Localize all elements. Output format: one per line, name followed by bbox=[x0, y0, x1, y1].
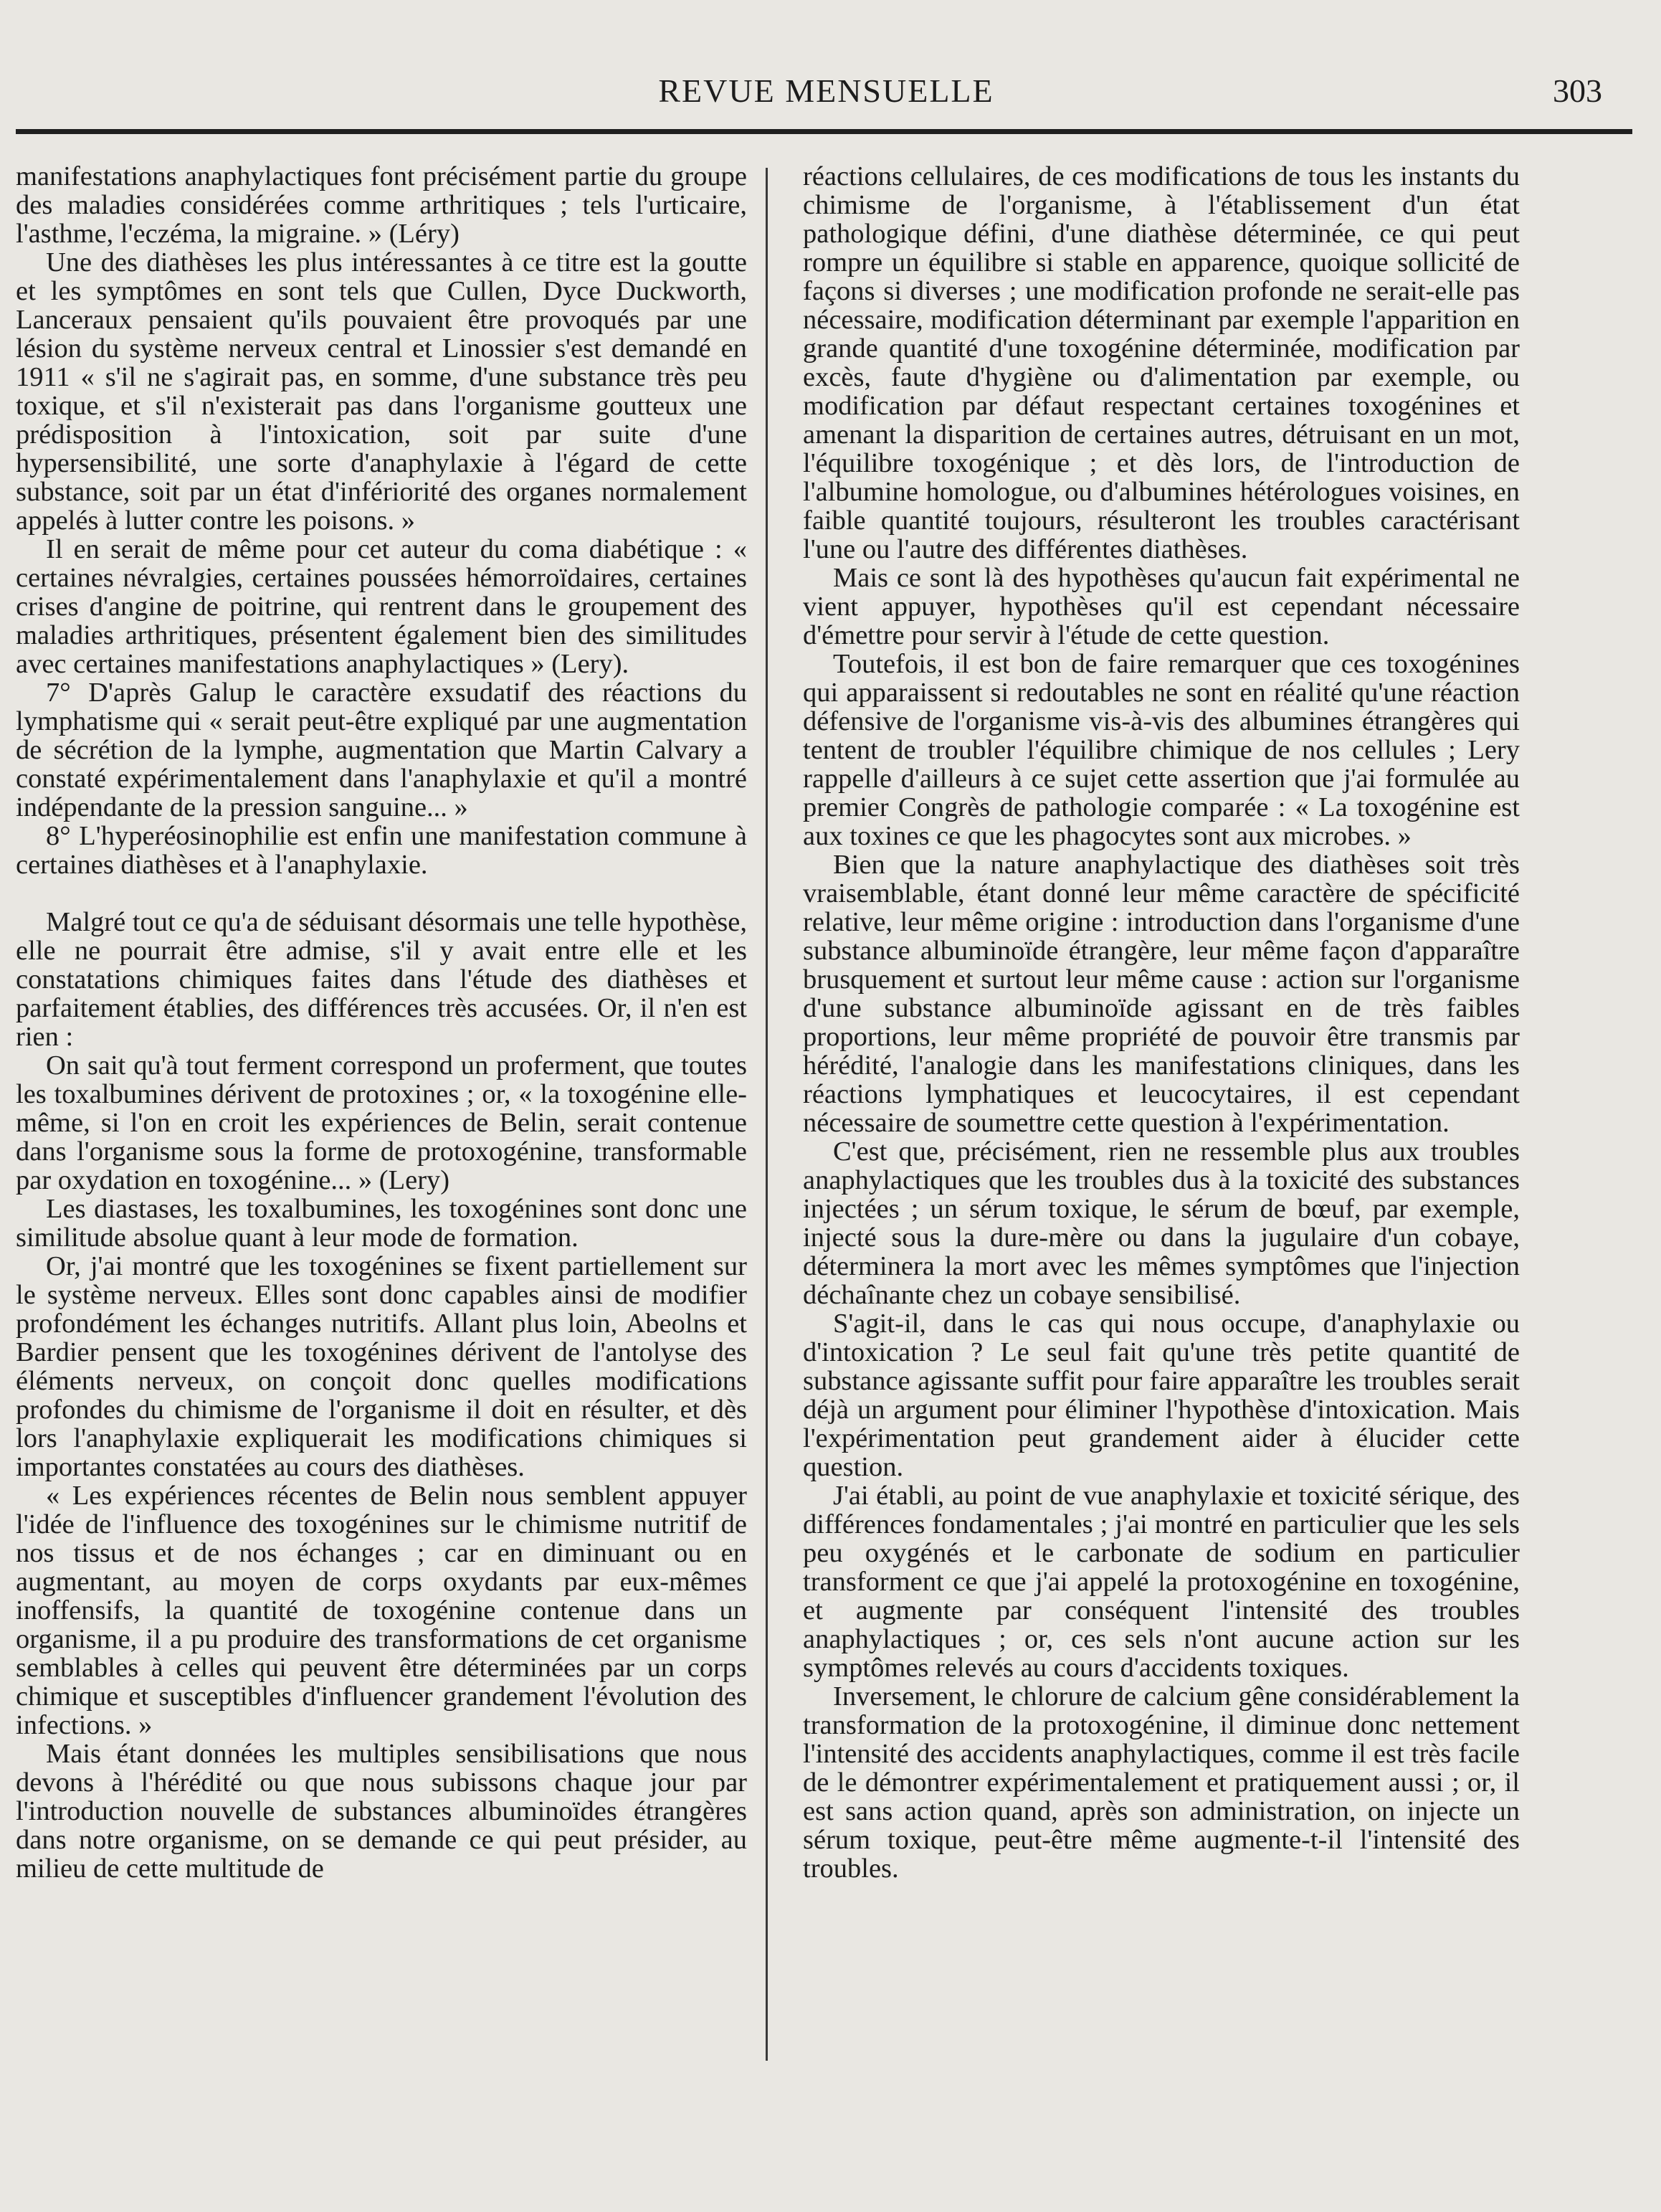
paragraph: Toutefois, il est bon de faire remarquer que ces toxogénines qui apparaissent si redoutables ne sont en réalité qu'une réaction défensive de l'organisme vis-à-vis des albumines étrangères qui tentent de troubler l'équilibre chimique de nos cellules ; Lery rappelle d'ailleurs à ce sujet cette assertion que j'ai formulée au premier Congrès de pathologie comparée : « La toxogénine est aux toxines ce que les phagocytes sont aux microbes. » bbox=[803, 649, 1520, 851]
paragraph: Mais ce sont là des hypothèses qu'aucun fait expérimental ne vient appuyer, hypothèses qu'il est cependant nécessaire d'émettre pour servir à l'étude de cette question. bbox=[803, 563, 1520, 650]
page-number: 303 bbox=[1553, 72, 1602, 109]
paragraph: manifestations anaphylactiques font précisément partie du groupe des maladies considérées comme arthritiques ; tels l'urticaire, l'asthme, l'eczéma, la migraine. » (Léry) bbox=[16, 162, 747, 249]
paragraph: C'est que, précisément, rien ne ressemble plus aux troubles anaphylactiques que les troubles dus à la toxicité des substances injectées ; un sérum toxique, le sérum de bœuf, par exemple, injecté sous la dure-mère ou dans la jugulaire d'un cobaye, déterminera la mort avec les mêmes symptômes que l'injection déchaînante chez un cobaye sensibilisé. bbox=[803, 1136, 1520, 1310]
paragraph: On sait qu'à tout ferment correspond un proferment, que toutes les toxalbumines dérivent de protoxines ; or, « la toxogénine elle-même, si l'on en croit les expériences de Belin, serait contenue dans l'organisme sous la forme de protoxogénine, transformable par oxydation en toxogénine... » (Lery) bbox=[16, 1050, 747, 1195]
paragraph: réactions cellulaires, de ces modifications de tous les instants du chimisme de l'organisme, à l'établissement d'un état pathologique défini, d'une diathèse déterminée, ce qui peut rompre un équilibre si stable en apparence, quoique sollicité de façons si diverses ; une modification profonde ne serait-elle pas nécessaire, modification déterminant par exemple l'apparition en grande quantité d'une toxogénine déterminée, modification par excès, faute d'hygiène ou d'alimentation par exemple, ou modification par défaut respectant certaines toxogénines et amenant la disparition de certaines autres, détruisant en un mot, l'équilibre toxogénique ; et dès lors, de l'introduction de l'albumine homologue, ou d'albumines hétérologues voisines, en faible quantité toujours, résulteront les troubles caractérisant l'une ou l'autre des différentes diathèses. bbox=[803, 162, 1520, 564]
paragraph: Une des diathèses les plus intéressantes à ce titre est la goutte et les symptômes en sont tels que Cullen, Dyce Duckworth, Lanceraux pensaient qu'ils pouvaient être provoqués par une lésion du système nerveux central et Linossier s'est demandé en 1911 « s'il ne s'agirait pas, en somme, d'une substance très peu toxique, et s'il n'existerait pas dans l'organisme goutteux une prédisposition à l'intoxication, soit par suite d'une hypersensibilité, une sorte d'anaphylaxie à l'égard de cette substance, soit par un état d'infériorité des organes normalement appelés à lutter contre les poisons. » bbox=[16, 247, 747, 536]
paragraph: Inversement, le chlorure de calcium gêne considérablement la transformation de la protoxogénine, il diminue donc nettement l'intensité des accidents anaphylactiques, comme il est très facile de le démontrer expérimentalement et pratiquement aussi ; or, il est sans action quand, après son administration, on injecte un sérum toxique, peut-être même augmente-t-il l'intensité des troubles. bbox=[803, 1681, 1520, 1884]
running-head bbox=[22, 72, 1631, 122]
column-rule bbox=[766, 168, 768, 2061]
paragraph: Il en serait de même pour cet auteur du coma diabétique : « certaines névralgies, certaines poussées hémorroïdaires, certaines crises d'angine de poitrine, qui rentrent dans le groupement des maladies arthritiques, présentent également bien des similitudes avec certaines manifestations anaphylactiques » (Lery). bbox=[16, 534, 747, 679]
paragraph: Les diastases, les toxalbumines, les toxogénines sont donc une similitude absolue quant à leur mode de formation. bbox=[16, 1194, 747, 1253]
paragraph: Bien que la nature anaphylactique des diathèses soit très vraisemblable, étant donné leur même caractère de spécificité relative, leur même origine : introduction dans l'organisme d'une substance albuminoïde étrangère, leur même façon d'apparaître brusquement et surtout leur même cause : action sur l'organisme d'une substance albuminoïde agissant en de très faibles proportions, leur même propriété de pouvoir être transmis par hérédité, l'analogie dans les manifestations cliniques, dans les réactions lymphatiques et leucocytaires, il est cependant nécessaire de soumettre cette question à l'expérimentation. bbox=[803, 850, 1520, 1138]
paragraph: J'ai établi, au point de vue anaphylaxie et toxicité sérique, des différences fondamentales ; j'ai montré en particulier que les sels peu oxygénés et le carbonate de sodium en particulier transforment ce que j'ai appelé la protoxogénine en toxogénine, et augmente par conséquent l'intensité des troubles anaphylactiques ; or, ces sels n'ont aucune action sur les symptômes relevés au cours d'accidents toxiques. bbox=[803, 1481, 1520, 1683]
paragraph: 8° L'hyperéosinophilie est enfin une manifestation commune à certaines diathèses et à l'anaphylaxie. bbox=[16, 821, 747, 880]
paragraph: « Les expériences récentes de Belin nous semblent appuyer l'idée de l'influence des toxogénines sur le chimisme nutritif de nos tissus et de nos échanges ; car en diminuant ou en augmentant, au moyen de corps oxydants par eux-mêmes inoffensifs, la quantité de toxogénine contenue dans un organisme, il a pu produire des transformations de cet organisme semblables à celles qui peuvent être déterminées par un corps chimique et susceptibles d'influencer grandement l'évolution des infections. » bbox=[16, 1481, 747, 1740]
paragraph: 7° D'après Galup le caractère exsudatif des réactions du lymphatisme qui « serait peut-être expliqué par une augmentation de sécrétion de la lymphe, augmentation que Martin Calvary a constaté expérimentalement dans l'anaphylaxie et qu'il a montré indépendante de la pression sanguine... » bbox=[16, 678, 747, 822]
paragraph: Malgré tout ce qu'a de séduisant désormais une telle hypothèse, elle ne pourrait être admise, s'il y avait entre elle et les constatations chimiques faites dans l'étude des diathèses et parfaitement établies, des différences très accusées. Or, il n'en est rien : bbox=[16, 907, 747, 1052]
header-rule bbox=[16, 129, 1632, 134]
journal-title: REVUE MENSUELLE bbox=[658, 72, 994, 109]
left-column bbox=[16, 162, 747, 2196]
paragraph: S'agit-il, dans le cas qui nous occupe, d'anaphylaxie ou d'intoxication ? Le seul fait qu'une très petite quantité de substance agissante suffit pour faire apparaître les troubles serait déjà un argument pour éliminer l'hypothèse d'intoxication. Mais l'expérimentation peut grandement aider à élucider cette question. bbox=[803, 1309, 1520, 1482]
paragraph: Mais étant données les multiples sensibilisations que nous devons à l'hérédité ou que nous subissons chaque jour par l'introduction nouvelle de substances albuminoïdes étrangères dans notre organisme, on se demande ce qui peut présider, au milieu de cette multitude de bbox=[16, 1739, 747, 1884]
right-column bbox=[803, 162, 1520, 2196]
paragraph: Or, j'ai montré que les toxogénines se fixent partiellement sur le système nerveux. Elles sont donc capables ainsi de modifier profondément les échanges nutritifs. Allant plus loin, Abeolns et Bardier pensent que les toxogénines dérivent de l'antolyse des éléments nerveux, on conçoit donc quelles modifications profondes du chimisme de l'organisme il doit en résulter, et dès lors l'anaphylaxie expliquerait les modifications chimiques si importantes constatées au cours des diathèses. bbox=[16, 1251, 747, 1482]
